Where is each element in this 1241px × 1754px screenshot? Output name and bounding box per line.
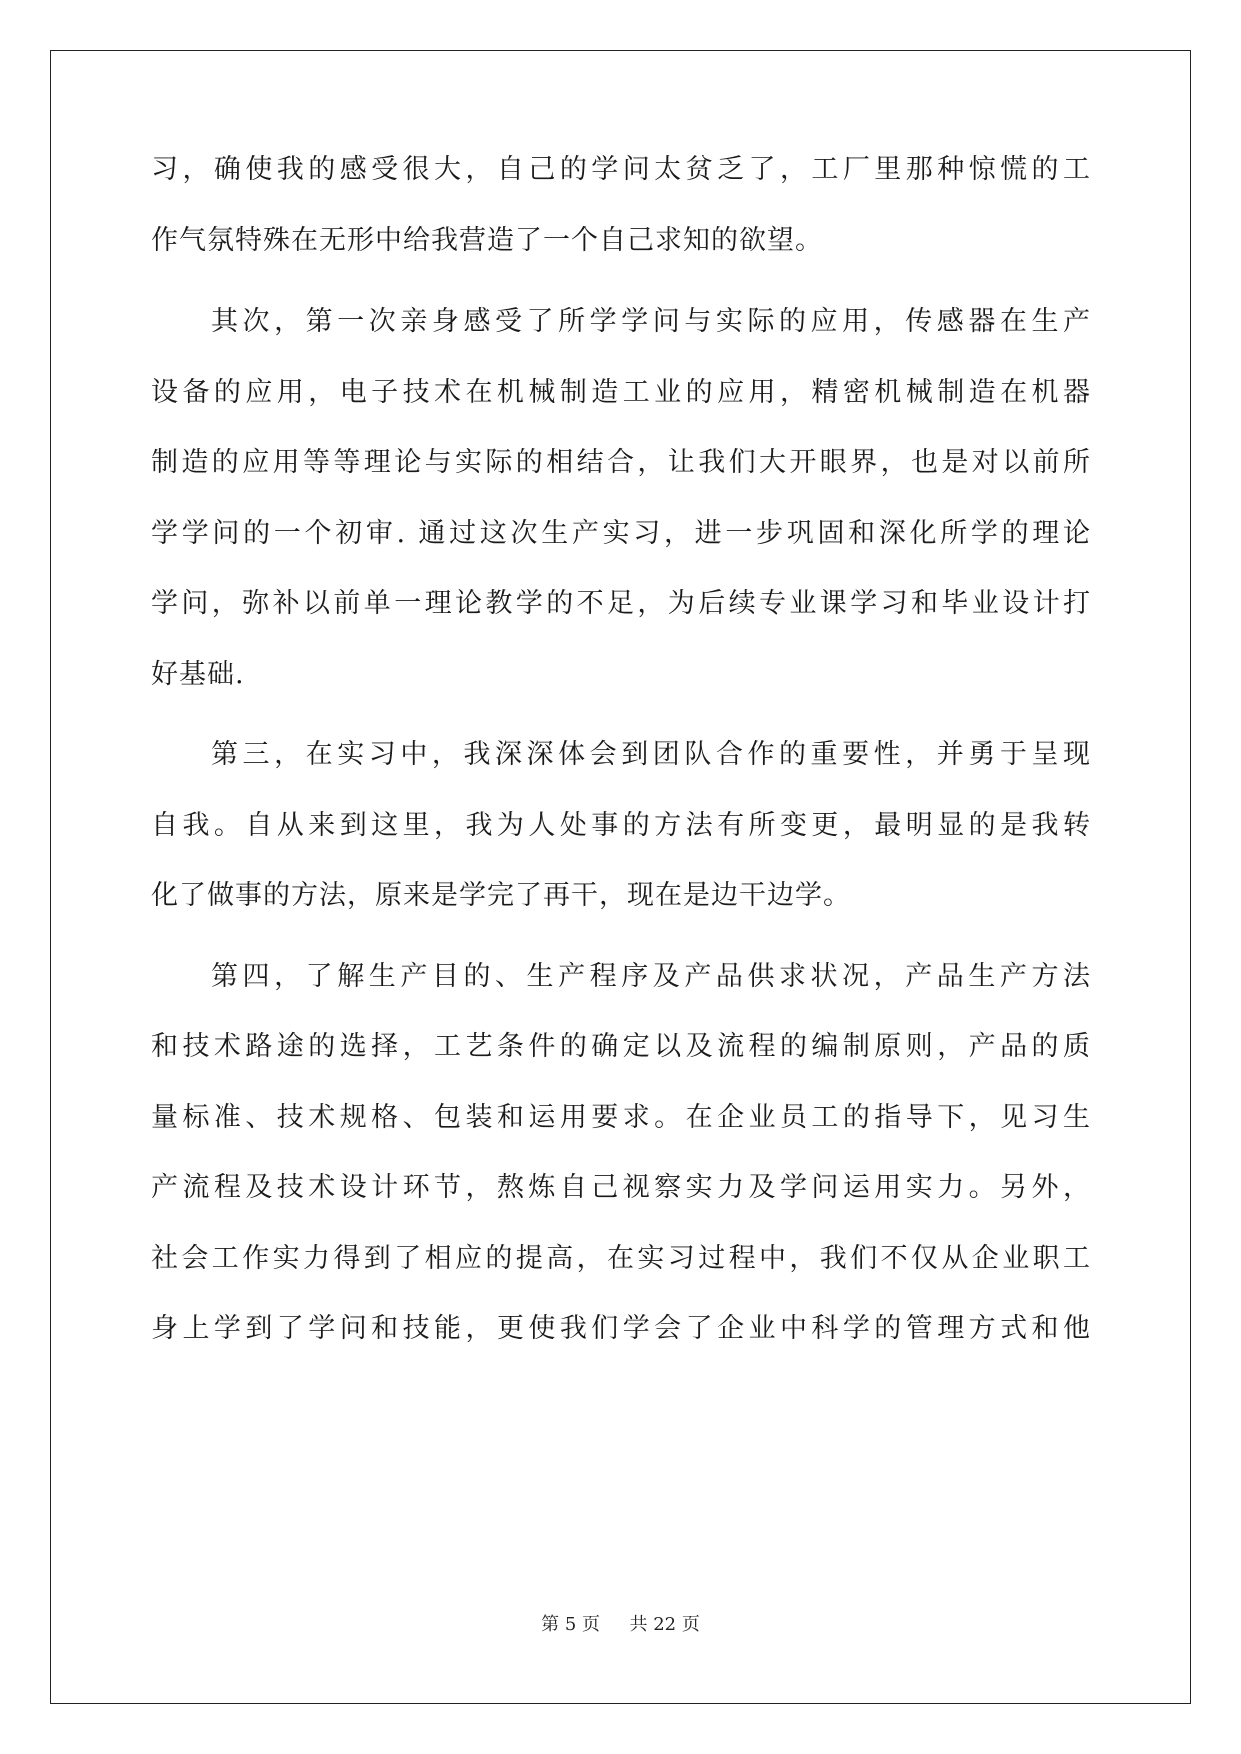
page-total: 共 22 页	[629, 1614, 700, 1635]
text-line: 制造的应用等等理论与实际的相结合，让我们大开眼界，也是对以前所	[151, 447, 1091, 478]
text-line: 量标准、技术规格、包装和运用要求。在企业员工的指导下，见习生	[151, 1102, 1091, 1133]
text-line: 设备的应用，电子技术在机械制造工业的应用，精密机械制造在机器	[151, 377, 1091, 408]
text-line: 好基础.	[151, 659, 245, 690]
text-line: 第三，在实习中，我深深体会到团队合作的重要性，并勇于呈现	[211, 739, 1091, 770]
text-line: 习，确使我的感受很大，自己的学问太贫乏了，工厂里那种惊慌的工	[151, 154, 1091, 185]
text-line: 第四，了解生产目的、生产程序及产品供求状况，产品生产方法	[211, 961, 1091, 992]
text-line: 自我。自从来到这里，我为人处事的方法有所变更，最明显的是我转	[151, 810, 1091, 841]
page-footer	[0, 1610, 1241, 1636]
text-line: 社会工作实力得到了相应的提高，在实习过程中，我们不仅从企业职工	[151, 1243, 1091, 1274]
page-number: 第 5 页	[541, 1614, 601, 1635]
text-line: 作气氛特殊在无形中给我营造了一个自己求知的欲望。	[151, 225, 823, 256]
text-line: 学问，弥补以前单一理论教学的不足，为后续专业课学习和毕业设计打	[151, 588, 1091, 619]
text-line: 其次，第一次亲身感受了所学学问与实际的应用，传感器在生产	[211, 306, 1091, 337]
text-line: 化了做事的方法，原来是学完了再干，现在是边干边学。	[151, 880, 851, 911]
text-line: 产流程及技术设计环节，熬炼自己视察实力及学问运用实力。另外，	[151, 1172, 1091, 1203]
text-line: 身上学到了学问和技能，更使我们学会了企业中科学的管理方式和他	[151, 1313, 1091, 1344]
text-line: 和技术路途的选择，工艺条件的确定以及流程的编制原则，产品的质	[151, 1031, 1091, 1062]
text-line: 学学问的一个初审. 通过这次生产实习，进一步巩固和深化所学的理论	[151, 518, 1091, 549]
